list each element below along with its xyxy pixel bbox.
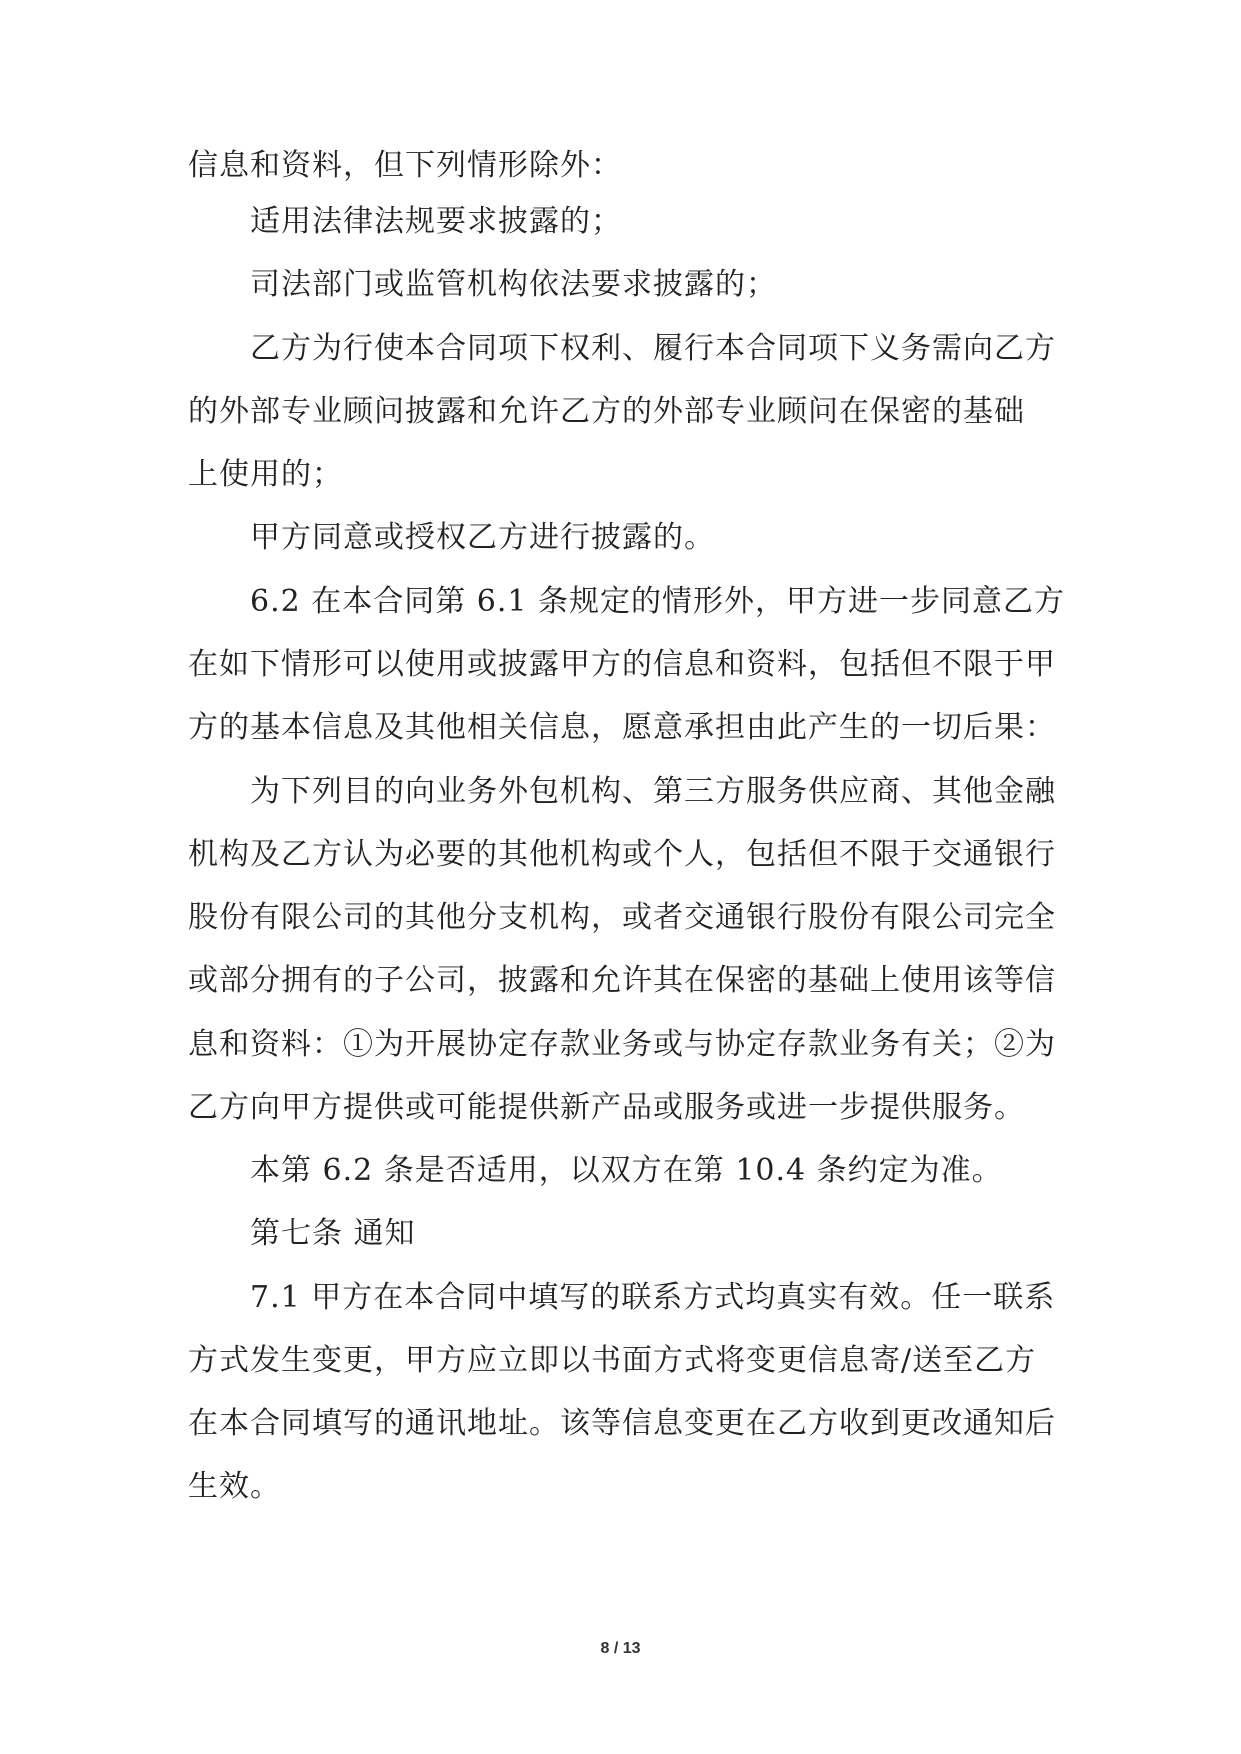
paragraph-line: 适用法律法规要求披露的；	[250, 204, 622, 239]
paragraph-line: 信息和资料，但下列情形除外：	[188, 148, 622, 183]
paragraph-line: 乙方向甲方提供或可能提供新产品或服务或进一步提供服务。	[188, 1090, 1025, 1125]
paragraph-line: 机构及乙方认为必要的其他机构或个人，包括但不限于交通银行	[188, 837, 1056, 872]
page-number: 8 / 13	[600, 1640, 641, 1657]
paragraph-line: 在本合同填写的通讯地址。该等信息变更在乙方收到更改通知后	[188, 1406, 1056, 1441]
paragraph-line: 股份有限公司的其他分支机构，或者交通银行股份有限公司完全	[188, 900, 1056, 935]
paragraph-line: 方式发生变更，甲方应立即以书面方式将变更信息寄/送至乙方	[188, 1343, 1037, 1378]
paragraph-line: 或部分拥有的子公司，披露和允许其在保密的基础上使用该等信	[188, 963, 1056, 998]
section-heading: 第七条 通知	[250, 1216, 416, 1251]
paragraph-line: 本第 6.2 条是否适用，以双方在第 10.4 条约定为准。	[250, 1153, 1003, 1188]
paragraph-line: 息和资料：①为开展协定存款业务或与协定存款业务有关；②为	[188, 1027, 1056, 1062]
paragraph-line: 在如下情形可以使用或披露甲方的信息和资料，包括但不限于甲	[188, 647, 1056, 682]
paragraph-line: 甲方同意或授权乙方进行披露的。	[250, 520, 715, 555]
paragraph-line: 乙方为行使本合同项下权利、履行本合同项下义务需向乙方	[250, 331, 1056, 366]
paragraph-line: 方的基本信息及其他相关信息，愿意承担由此产生的一切后果：	[188, 710, 1056, 745]
paragraph-line: 司法部门或监管机构依法要求披露的；	[250, 267, 777, 302]
paragraph-line: 生效。	[188, 1469, 281, 1504]
paragraph-line: 7.1 甲方在本合同中填写的联系方式均真实有效。任一联系	[250, 1280, 1056, 1315]
paragraph-line: 上使用的；	[188, 457, 343, 492]
paragraph-line: 的外部专业顾问披露和允许乙方的外部专业顾问在保密的基础	[188, 394, 1025, 429]
paragraph-line: 6.2 在本合同第 6.1 条规定的情形外，甲方进一步同意乙方	[250, 584, 1066, 619]
paragraph-line: 为下列目的向业务外包机构、第三方服务供应商、其他金融	[250, 774, 1056, 809]
